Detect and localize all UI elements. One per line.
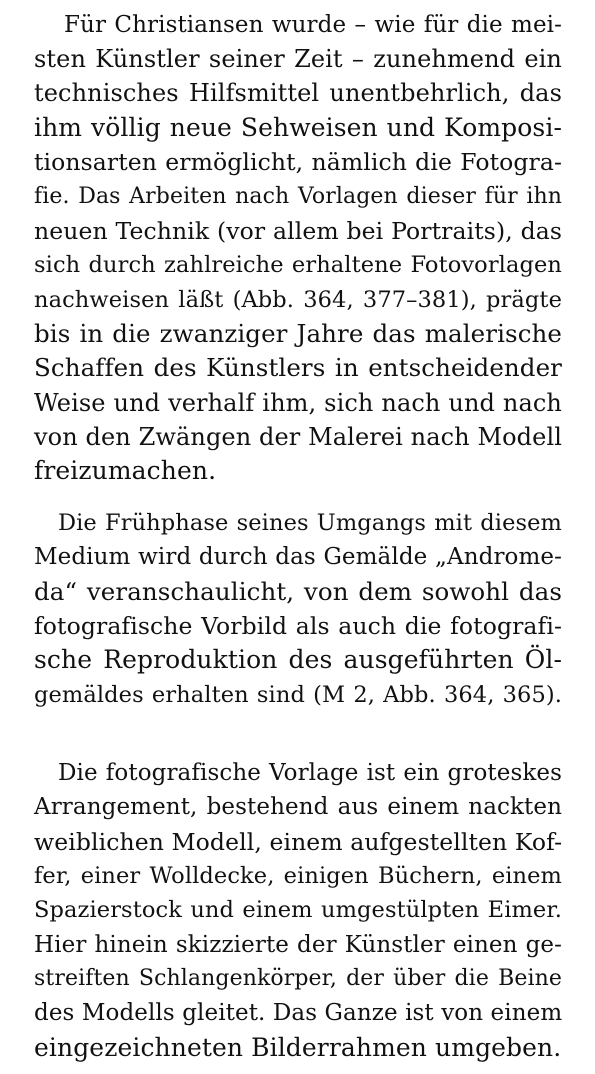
text-line: Schaffen des Künstlers in entscheidender	[34, 353, 562, 382]
text-line: des Modells gleitet. Das Ganze ist von einem	[34, 1000, 563, 1026]
text-line: Arrangement, bestehend aus einem nackten	[34, 794, 562, 820]
text-line: gemäldes erhalten sind (M 2, Abb. 364, 365).	[34, 682, 562, 708]
text-line: eingezeichneten Bilderrahmen umgeben.	[34, 1033, 562, 1062]
text-line: nachweisen läßt (Abb. 364, 377–381), prägte	[34, 287, 562, 313]
text-line: weiblichen Modell, einem aufgestellten Kof-	[34, 828, 563, 856]
text-line: ihm völlig neue Sehweisen und Komposi-	[34, 113, 562, 142]
text-line: neuen Technik (vor allem bei Portraits), das	[34, 217, 562, 245]
text-line: freizumachen.	[34, 456, 217, 485]
text-line: da“ veranschaulicht, von dem sowohl das	[34, 577, 562, 606]
text-line: bis in die zwanziger Jahre das malerische	[34, 319, 562, 348]
text-line: Für Christiansen wurde – wie für die mei-	[64, 12, 562, 38]
text-line: sche Reproduktion des ausgeführten Öl-	[34, 645, 562, 674]
text-line: fie. Das Arbeiten nach Vorlagen dieser für ihn	[34, 184, 562, 209]
text-line: Die fotografische Vorlage ist ein groteskes	[58, 760, 562, 786]
text-line: Spazierstock und einem umgestülpten Eimer.	[34, 897, 562, 923]
text-line: fotografische Vorbild als auch die fotografi-	[34, 612, 562, 640]
text-line: Die Frühphase seines Umgangs mit diesem	[58, 510, 562, 536]
text-line: von den Zwängen der Malerei nach Modell	[34, 423, 562, 451]
text-line: Weise und verhalf ihm, sich nach und nach	[34, 389, 562, 417]
text-line: tionsarten ermöglicht, nämlich die Fotogra-	[34, 148, 562, 176]
text-line: Hier hinein skizzierte der Künstler einen ge-	[34, 932, 562, 958]
text-line: sich durch zahlreiche erhaltene Fotovorlagen	[34, 252, 562, 278]
text-line: streiften Schlangenkörper, der über die Beine	[34, 966, 562, 991]
text-line: technisches Hilfsmittel unentbehrlich, das	[34, 79, 562, 107]
text-line: fer, einer Wolldecke, einigen Büchern, einem	[34, 863, 562, 889]
text-line: Medium wird durch das Gemälde „Androme-	[34, 544, 562, 570]
text-line: sten Künstler seiner Zeit – zunehmend ein	[34, 45, 562, 73]
